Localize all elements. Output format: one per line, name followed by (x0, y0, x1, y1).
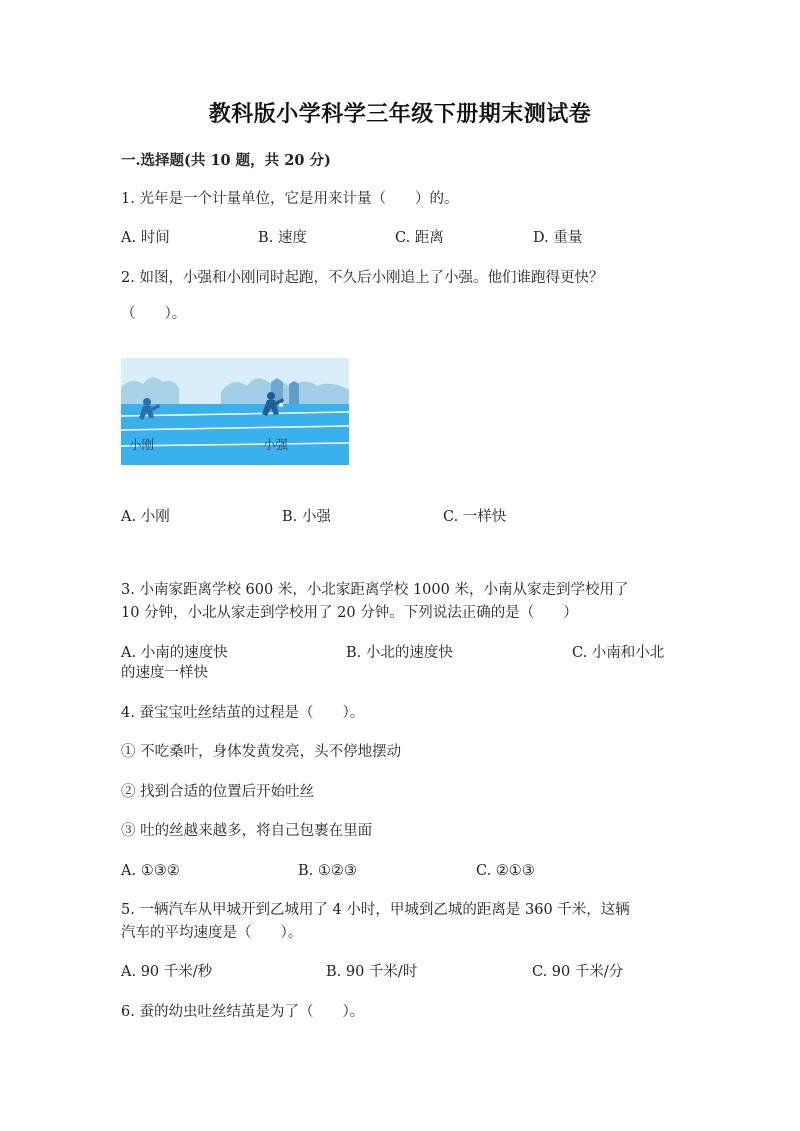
question-3-option-a[interactable]: A. 小南的速度快 (121, 645, 228, 661)
question-2-stem: 2. 如图，小强和小刚同时起跑，不久后小刚追上了小强。他们谁跑得更快？ (121, 270, 604, 286)
question-5-stem: 5. 一辆汽车从甲城开到乙城用了 4 小时，甲城到乙城的距离是 360 千米，这辆 (121, 902, 630, 918)
question-3-option-b[interactable]: B. 小北的速度快 (346, 645, 453, 661)
question-3-stem: 3. 小南家距离学校 600 米，小北家距离学校 1000 米，小南从家走到学校用了 (121, 582, 629, 598)
question-5-stem-cont: 汽车的平均速度是（ ）。 (121, 925, 303, 941)
figure-label-xiaoqiang: 小强 (263, 437, 289, 452)
question-3-stem-cont: 10 分钟，小北从家走到学校用了 20 分钟。下列说法正确的是（ ） (121, 605, 578, 621)
question-1-stem: 1. 光年是一个计量单位，它是用来计量（ ）的。 (121, 191, 459, 207)
question-1-option-d[interactable]: D. 重量 (533, 230, 583, 246)
question-1-option-c[interactable]: C. 距离 (395, 230, 444, 246)
question-5-option-b[interactable]: B. 90 千米/时 (326, 964, 418, 980)
question-1-option-a[interactable]: A. 时间 (121, 230, 170, 246)
question-2-stem-cont: （ ）。 (121, 306, 187, 322)
question-4-stem: 4. 蚕宝宝吐丝结茧的过程是（ ）。 (121, 705, 365, 721)
question-2-option-b[interactable]: B. 小强 (282, 509, 331, 525)
question-4-option-c[interactable]: C. ②①③ (476, 863, 535, 879)
question-5-option-c[interactable]: C. 90 千米/分 (532, 964, 624, 980)
question-4-step-2: ② 找到合适的位置后开始吐丝 (121, 784, 315, 800)
question-4-step-1: ① 不吃桑叶，身体发黄发亮，头不停地摆动 (121, 744, 402, 760)
question-6-stem: 6. 蚕的幼虫吐丝结茧是为了（ ）。 (121, 1004, 365, 1020)
figure-label-xiaogang: 小刚 (129, 437, 155, 452)
section-heading: 一.选择题(共 10 题，共 20 分) (121, 152, 331, 169)
question-5-option-a[interactable]: A. 90 千米/秒 (121, 964, 213, 980)
question-4-step-3: ③ 吐的丝越来越多，将自己包裹在里面 (121, 823, 373, 839)
question-2-option-c[interactable]: C. 一样快 (443, 509, 507, 525)
question-2-option-a[interactable]: A. 小刚 (121, 509, 170, 525)
question-4-option-a[interactable]: A. ①③② (121, 863, 180, 879)
question-3-option-c-cont: 的速度一样快 (121, 665, 208, 681)
question-3-option-c[interactable]: C. 小南和小北 (572, 645, 665, 661)
running-track-illustration (121, 358, 349, 465)
question-1-option-b[interactable]: B. 速度 (258, 230, 307, 246)
question-4-option-b[interactable]: B. ①②③ (298, 863, 357, 879)
page-title: 教科版小学科学三年级下册期末测试卷 (208, 101, 592, 127)
